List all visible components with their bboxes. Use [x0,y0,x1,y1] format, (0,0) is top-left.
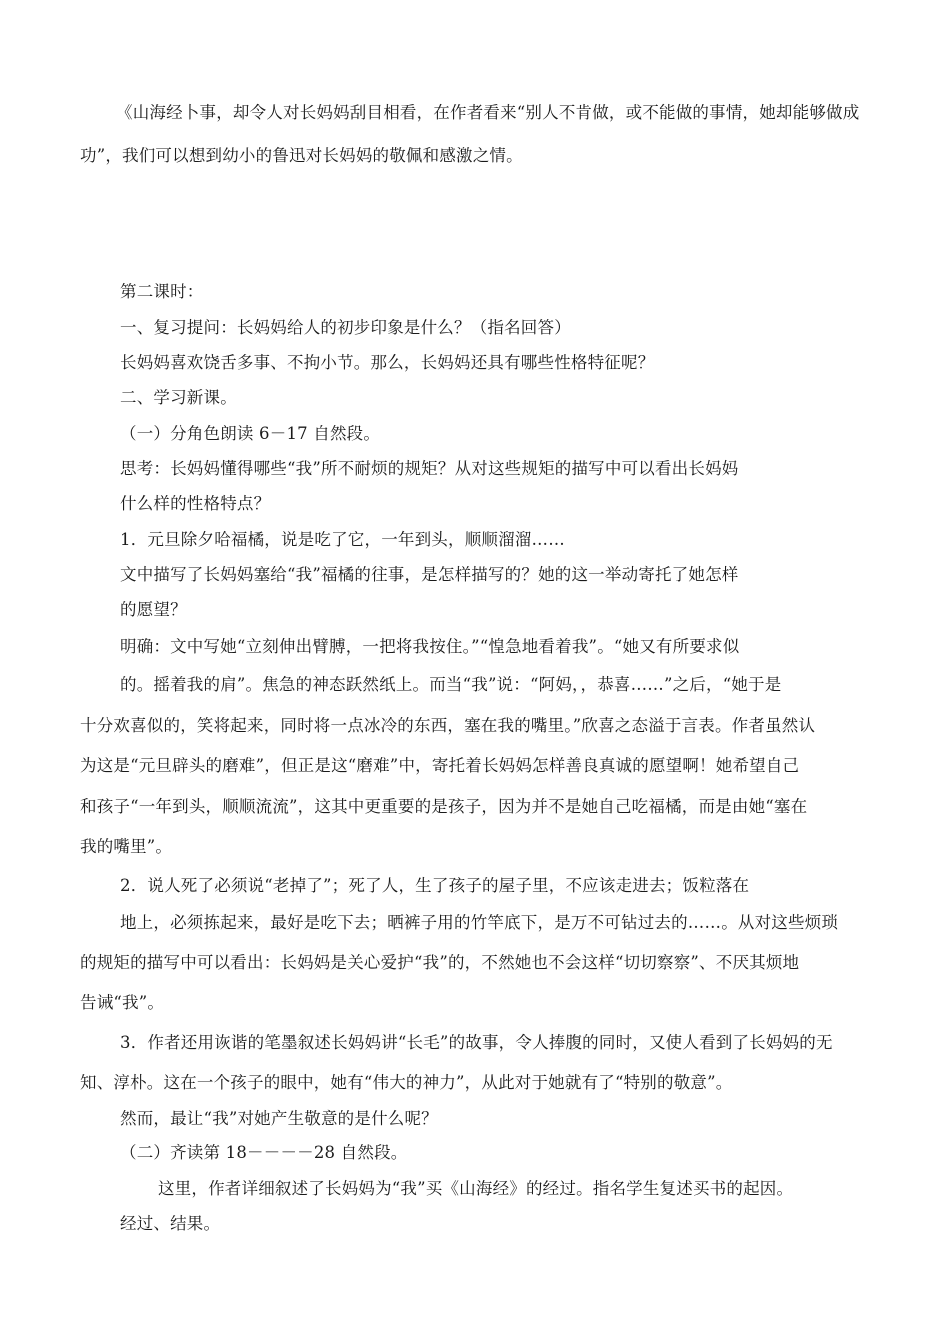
paragraph-line: 的规矩的描写中可以看出：长妈妈是关心爱护“我”的，不然她也不会这样“切切察察”、不厌其烦地 [80,953,800,972]
paragraph-line: 经过、结果。 [120,1214,221,1233]
review-question: 一、复习提问：长妈妈给人的初步印象是什么？（指名回答） [120,318,571,337]
paragraph-line: 十分欢喜似的，笑将起来，同时将一点冰冷的东西，塞在我的嘴里。”欣喜之态溢于言表。作者虽然认 [80,716,816,735]
lesson-heading: 第二课时： [120,282,204,301]
paragraph-line: 和孩子“一年到头，顺顺流流”，这其中更重要的是孩子，因为并不是她自己吃福橘，而是由她“塞在 [80,797,808,816]
paragraph-line: 然而，最让“我”对她产生敬意的是什么呢？ [120,1109,438,1128]
paragraph-line-1: 《山海经卜事，却令人对长妈妈刮目相看，在作者看来“别人不肯做，或不能做的事情，她却能够做成 [116,103,860,122]
list-item: 2．说人死了必须说“老掉了”；死了人，生了孩子的屋子里，不应该走进去；饭粒落在 [120,876,750,895]
paragraph-line: 什么样的性格特点？ [120,494,271,513]
paragraph-line: 告诫“我”。 [80,993,165,1012]
subsection-heading: （二）齐读第 18－－－－28 自然段。 [120,1143,408,1162]
list-item: 3．作者还用诙谐的笔墨叙述长妈妈讲“长毛”的故事，令人捧腹的同时，又使人看到了长妈妈的无 [120,1033,833,1052]
paragraph-line: 为这是“元旦辟头的磨难”，但正是这“磨难”中，寄托着长妈妈怎样善良真诚的愿望啊！她希望自己 [80,756,800,775]
paragraph-line: 的愿望？ [120,600,187,619]
paragraph-line: 思考：长妈妈懂得哪些“我”所不耐烦的规矩？从对这些规矩的描写中可以看出长妈妈 [120,459,739,478]
list-item: 1．元旦除夕哈福橘，说是吃了它，一年到头，顺顺溜溜…… [120,530,565,549]
paragraph-line: 我的嘴里”。 [80,837,173,856]
paragraph-line: 这里，作者详细叙述了长妈妈为“我”买《山海经》的经过。指名学生复述买书的起因。 [158,1179,794,1198]
paragraph-line: 的。摇着我的肩”。焦急的神态跃然纸上。而当“我”说：“阿妈，，恭喜……”之后，“她于是 [120,675,782,694]
paragraph-line: 知、淳朴。这在一个孩子的眼中，她有“伟大的神力”，从此对于她就有了“特别的敬意”。 [80,1073,733,1092]
subsection-heading: （一）分角色朗读 6－17 自然段。 [120,424,381,443]
paragraph-line: 地上，必须拣起来，最好是吃下去；晒裤子用的竹竿底下，是万不可钻过去的……。从对这些烦琐 [120,913,839,932]
paragraph-line: 明确：文中写她“立刻伸出臂膊，一把将我按住。”“惶急地看着我”。“她又有所要求似 [120,637,740,656]
section-heading: 二、学习新课。 [120,388,237,407]
paragraph-line: 文中描写了长妈妈塞给“我”福橘的往事，是怎样描写的？她的这一举动寄托了她怎样 [120,565,739,584]
paragraph-line: 长妈妈喜欢饶舌多事、不拘小节。那么，长妈妈还具有哪些性格特征呢？ [120,353,655,372]
paragraph-line-2: 功”，我们可以想到幼小的鲁迅对长妈妈的敬佩和感激之情。 [80,146,523,165]
